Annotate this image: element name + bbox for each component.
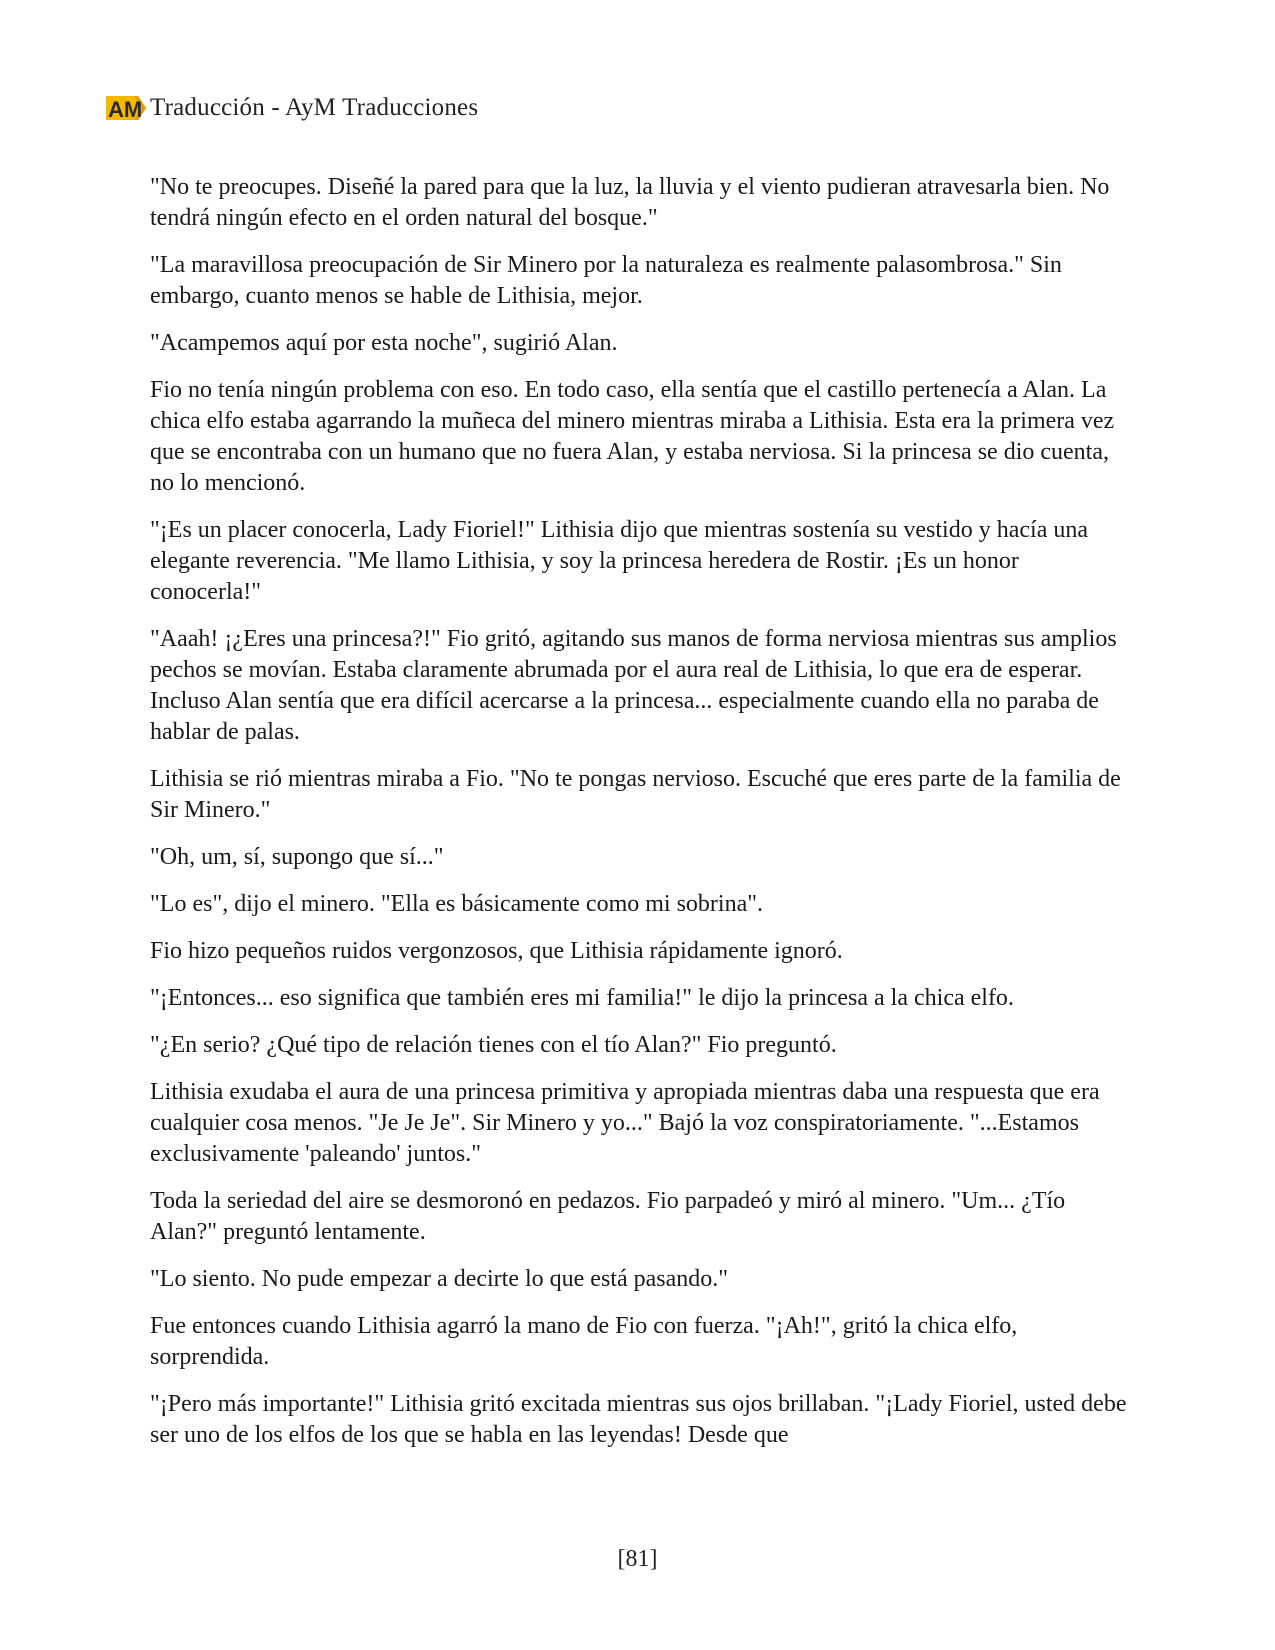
paragraph: "Lo es", dijo el minero. "Ella es básicamente como mi sobrina".: [150, 891, 764, 917]
logo-letters: AM: [108, 97, 143, 122]
paragraph: "¡Es un placer conocerla, Lady Fioriel!" Lithisia dijo que mientras sostenía su vestido y hacía una elegante reverencia. "Me llamo Lithisia, y soy la princesa heredera de Rostir. ¡Es un honor conocerla!": [150, 517, 1088, 605]
paragraph: "Aaah! ¡¿Eres una princesa?!" Fio gritó, agitando sus manos de forma nerviosa mientras sus amplios pechos se movían. Estaba claramente abrumada por el aura real de Lithisia, lo que era de esperar. Incluso Alan sentía que era difícil acercarse a la princesa... especialmente cuando ella no paraba de hablar de palas.: [150, 626, 1117, 745]
paragraph: Fio hizo pequeños ruidos vergonzosos, que Lithisia rápidamente ignoró.: [150, 938, 843, 964]
aym-logo-icon: [104, 91, 148, 125]
paragraph: Lithisia exudaba el aura de una princesa primitiva y apropiada mientras daba una respuesta que era cualquier cosa menos. "Je Je Je". Sir Minero y yo..." Bajó la voz conspiratoriamente. "...Estamos exclusivamente 'paleando' juntos.": [150, 1079, 1100, 1167]
paragraph: Fio no tenía ningún problema con eso. En todo caso, ella sentía que el castillo pertenecía a Alan. La chica elfo estaba agarrando la muñeca del minero mientras miraba a Lithisia. Esta era la primera vez que se encontraba con un humano que no fuera Alan, y estaba nerviosa. Si la princesa se dio cuenta, no lo mencionó.: [150, 377, 1115, 496]
page-body: [150, 172, 1130, 1467]
paragraph: "¿En serio? ¿Qué tipo de relación tienes con el tío Alan?" Fio preguntó.: [150, 1032, 837, 1058]
paragraph: Lithisia se rió mientras miraba a Fio. "No te pongas nervioso. Escuché que eres parte de la familia de Sir Minero.": [150, 766, 1121, 823]
paragraph: Fue entonces cuando Lithisia agarró la mano de Fio con fuerza. "¡Ah!", gritó la chica elfo, sorprendida.: [150, 1313, 1018, 1370]
page-number: [81]: [617, 1546, 658, 1572]
paragraph: "Oh, um, sí, supongo que sí...": [150, 844, 444, 870]
paragraph: "¡Entonces... eso significa que también eres mi familia!" le dijo la princesa a la chica elfo.: [150, 985, 1014, 1011]
paragraph: "¡Pero más importante!" Lithisia gritó excitada mientras sus ojos brillaban. "¡Lady Fioriel, usted debe ser uno de los elfos de los que se habla en las leyendas! Desde que: [150, 1391, 1127, 1448]
paragraph: Toda la seriedad del aire se desmoronó en pedazos. Fio parpadeó y miró al minero. "Um... ¿Tío Alan?" preguntó lentamente.: [150, 1188, 1066, 1245]
paragraph: "No te preocupes. Diseñé la pared para que la luz, la lluvia y el viento pudieran atravesarla bien. No tendrá ningún efecto en el orden natural del bosque.": [150, 174, 1110, 231]
paragraph: "La maravillosa preocupación de Sir Minero por la naturaleza es realmente palasombrosa." Sin embargo, cuanto menos se hable de Lithisia, mejor.: [150, 252, 1062, 309]
header-title: Traducción - AyM Traducciones: [150, 94, 479, 121]
paragraph: "Acampemos aquí por esta noche", sugirió Alan.: [150, 330, 618, 356]
paragraph: "Lo siento. No pude empezar a decirte lo que está pasando.": [150, 1266, 729, 1292]
page-header: [104, 88, 478, 128]
